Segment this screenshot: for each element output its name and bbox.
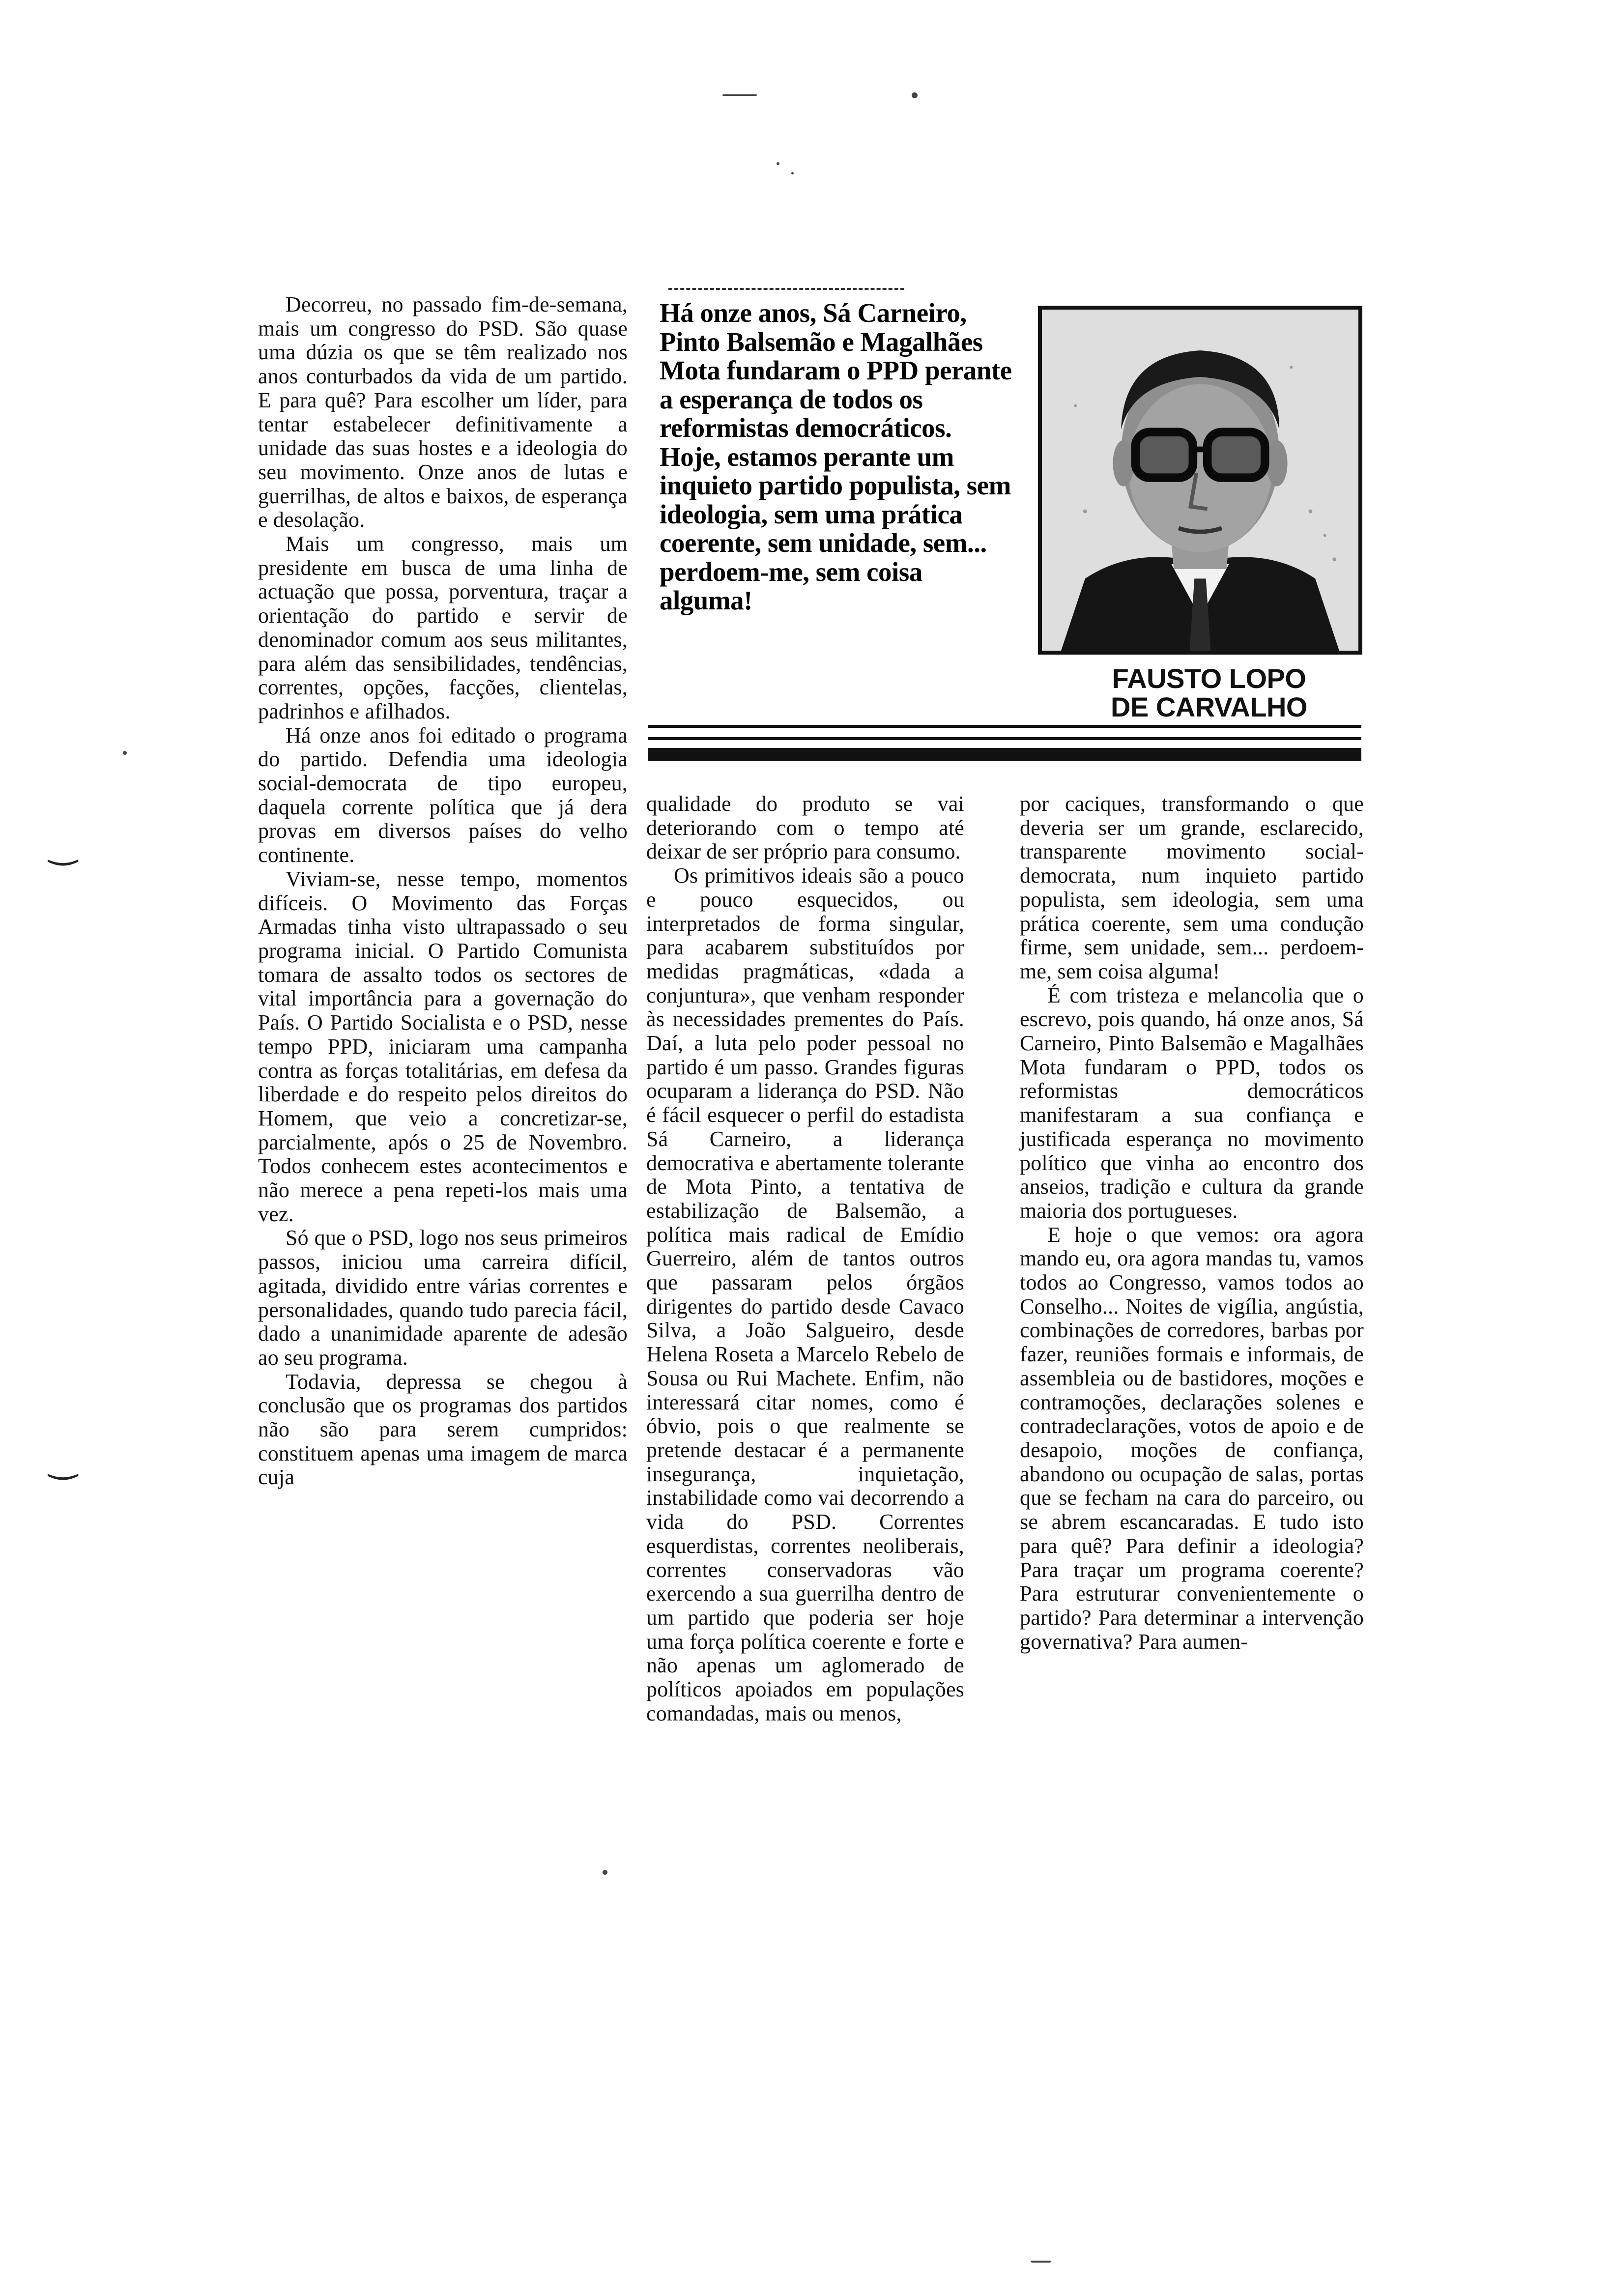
section-rule <box>648 737 1361 740</box>
scan-speck <box>123 751 127 755</box>
margin-mark: ‿ <box>49 826 77 866</box>
article-column-3 <box>1020 792 1364 1654</box>
scan-speck <box>722 94 757 96</box>
paragraph: Só que o PSD, logo nos seus primeiros passos, iniciou uma carreira difícil, agitada, dividido entre várias correntes e personalidades, quando tudo parecia fácil, dado a unanimidade aparente de adesão ao seu programa. <box>258 1226 628 1370</box>
paragraph: E hoje o que vemos: ora agora mando eu, ora agora mandas tu, vamos todos ao Congresso, vamos todos ao Conselho... Noites de vigília, angústia, combinações de corredores, barbas por fazer, reuniões formais e informais, de assembleia ou de bastidores, moções e contramoções, declarações solenes e contradeclarações, votos de apoio e de desapoio, moções de confiança, abandono ou ocupação de salas, portas que se fecham na cara do parceiro, ou se abrem escancaradas. E tudo isto para quê? Para definir a ideologia? Para traçar um programa coerente? Para estruturar convenientemente o partido? Para determinar a intervenção governativa? Para aumen- <box>1020 1222 1364 1654</box>
portrait-image <box>1042 310 1358 651</box>
paragraph: Mais um congresso, mais um presidente em busca de uma linha de actuação que possa, porventura, traçar a orientação do partido e servir de denominador comum aos seus militantes, para além das sensibilidades, tendências, correntes, opções, facções, clientelas, padrinhos e afilhados. <box>258 532 628 723</box>
author-name-line: DE CARVALHO <box>1110 691 1307 722</box>
paragraph: Os primitivos ideais são a pouco e pouco esquecidos, ou interpretados de forma singular, para acabarem substituídos por medidas pragmáticas, «dada a conjuntura», que venham responder às necessidades prementes do País. Daí, a luta pelo poder pessoal no partido é um passo. Grandes figuras ocuparam a liderança do PSD. Não é fácil esquecer o perfil do estadista Sá Carneiro, a liderança democrativa e abertamente tolerante de Mota Pinto, a tentativa de estabilização de Balsemão, a política mais radical de Emídio Guerreiro, além de tantos outros que passaram pelos órgãos dirigentes do partido desde Cavaco Silva, a João Salgueiro, desde Helena Roseta a Marcelo Rebelo de Sousa ou Rui Machete. Enfim, não interessará citar nomes, como é óbvio, pois o que realmente se pretende destacar é a permanente insegurança, inquietação, instabilidade como vai decorrendo a vida do PSD. Correntes esquerdistas, correntes neoliberais, correntes conservadoras vão exercendo a sua guerrilha dentro de um partido que poderia ser hoje uma força política coerente e forte e não apenas um aglomerado de políticos apoiados em populações comandadas, mais ou menos, <box>646 863 964 1725</box>
article-column-2 <box>646 792 964 1725</box>
scan-speck <box>1031 2261 1051 2263</box>
pullquote: Há onze anos, Sá Carneiro, Pinto Balsemão e Magalhães Mota fundaram o PPD perante a esperança de todos os reformistas democráticos. Hoje, estamos perante um inquieto partido populista, sem ideologia, sem uma prática coerente, sem unidade, sem... perdoem-me, sem coisa alguma! <box>660 298 1012 615</box>
margin-mark: ‿ <box>49 1440 77 1480</box>
scan-speck <box>912 92 918 98</box>
paragraph: por caciques, transformando o que deveria ser um grande, esclarecido, transparente movimento social-democrata, num inquieto partido populista, sem ideologia, sem uma prática coerente, sem uma condução firme, sem unidade, sem... perdoem-me, sem coisa alguma! <box>1020 792 1364 983</box>
author-name <box>1062 664 1356 721</box>
paragraph: É com tristeza e melancolia que o escrevo, pois quando, há onze anos, Sá Carneiro, Pinto Balsemão e Magalhães Mota fundaram o PPD, todos os reformistas democráticos manifestaram a sua confiança e justificada esperança no movimento político que vinha ao encontro dos anseios, tradição e cultura da grande maioria dos portugueses. <box>1020 983 1364 1223</box>
section-rule <box>648 748 1361 761</box>
paragraph: Viviam-se, nesse tempo, momentos difíceis. O Movimento das Forças Armadas tinha visto ultrapassado o seu programa inicial. O Partido Comunista tomara de assalto todos os sectores de vital importância para a governação do País. O Partido Socialista e o PSD, nesse tempo PPD, iniciaram uma campanha contra as forças totalitárias, em defesa da liberdade e do respeito pelos direitos do Homem, que veio a concretizar-se, parcialmente, após o 25 de Novembro. Todos conhecem estes acontecimentos e não merece a pena repeti-los mais uma vez. <box>258 866 628 1226</box>
article-column-1 <box>258 293 628 1490</box>
paragraph: Decorreu, no passado fim-de-semana, mais um congresso do PSD. São quase uma dúzia os que se têm realizado nos anos conturbados da vida de um partido. E para quê? Para escolher um líder, para tentar estabelecer definitivamente a unidade das suas hostes e a ideologia do seu movimento. Onze anos de lutas e guerrilhas, de altos e baixos, de esperança e desolação. <box>258 292 628 532</box>
section-rule <box>648 725 1361 728</box>
author-name-line: FAUSTO LOPO <box>1112 663 1306 694</box>
scan-speck <box>791 172 794 174</box>
paragraph: qualidade do produto se vai deteriorando com o tempo até deixar de ser próprio para consumo. <box>646 792 964 864</box>
paragraph: Todavia, depressa se chegou à conclusão que os programas dos partidos não são para serem cumpridos: constituem apenas uma imagem de marca cuja <box>258 1369 628 1490</box>
scan-speck <box>777 162 779 165</box>
scan-speck <box>603 1870 607 1875</box>
author-portrait <box>1038 306 1362 655</box>
pullquote-rule <box>668 288 904 292</box>
paragraph: Há onze anos foi editado o programa do partido. Defendia uma ideologia social-democrata de tipo europeu, daquela corrente política que já dera provas em diversos países do velho continente. <box>258 723 628 867</box>
